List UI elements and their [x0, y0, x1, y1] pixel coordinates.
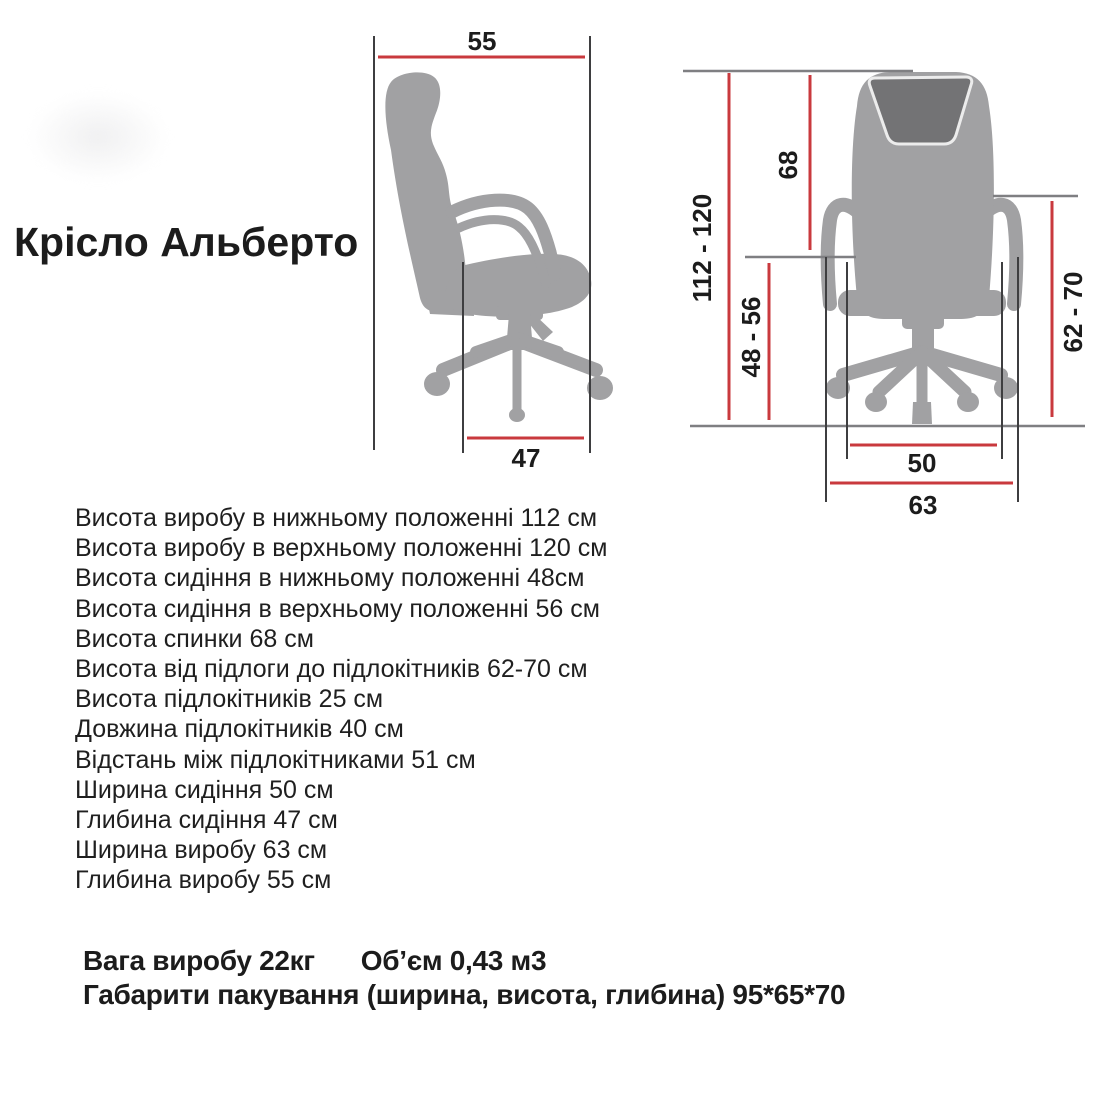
spec-line: Висота виробу в нижньому положенні 112 см: [75, 504, 598, 532]
spec-line: Висота від підлоги до підлокітників 62-70 см: [75, 655, 588, 684]
front-seat-width-label: 50: [907, 448, 937, 478]
side-depth-overall-label: 55: [467, 26, 497, 56]
spec-line: Висота спинки 68 см: [75, 624, 314, 653]
spec-line: Ширина виробу 63 см: [75, 836, 328, 865]
package-dimensions-line: Габарити пакування (ширина, висота, глибина) 95*65*70: [83, 978, 846, 1010]
spec-line: Висота виробу в верхньому положенні 120 см: [75, 534, 608, 563]
side-seat-depth-label: 47: [511, 443, 541, 473]
spec-line: Ширина сидіння 50 см: [75, 775, 334, 804]
front-seat-height-label: 48 - 56: [736, 296, 766, 378]
packaging-info: [83, 944, 845, 1011]
front-armrest-height-label: 62 - 70: [1058, 271, 1088, 353]
front-width-overall-label: 63: [908, 490, 938, 520]
volume-value: Об’єм 0,43 м3: [360, 945, 547, 976]
front-view-chair-silhouette: [826, 72, 1018, 424]
spec-line: Висота підлокітників 25 см: [75, 685, 384, 714]
spec-list: [75, 503, 607, 896]
spec-line: Глибина сидіння 47 см: [75, 806, 338, 835]
front-backrest-height-label: 68: [773, 150, 803, 180]
side-view-chair-silhouette: [385, 72, 613, 422]
page-title: Крісло Альберто: [14, 219, 359, 265]
spec-line: Довжина підлокітників 40 см: [75, 715, 404, 744]
spec-line: Висота сидіння в верхньому положенні 56 см: [75, 594, 600, 623]
front-height-overall-label: 112 - 120: [687, 193, 717, 303]
weight-volume-line: [83, 944, 845, 978]
weight-value: Вага виробу 22кг: [83, 945, 315, 976]
spec-line: Відстань між підлокітниками 51 см: [75, 745, 476, 774]
spec-line: Глибина виробу 55 см: [75, 866, 332, 895]
spec-line: Висота сидіння в нижньому положенні 48см: [75, 564, 585, 593]
